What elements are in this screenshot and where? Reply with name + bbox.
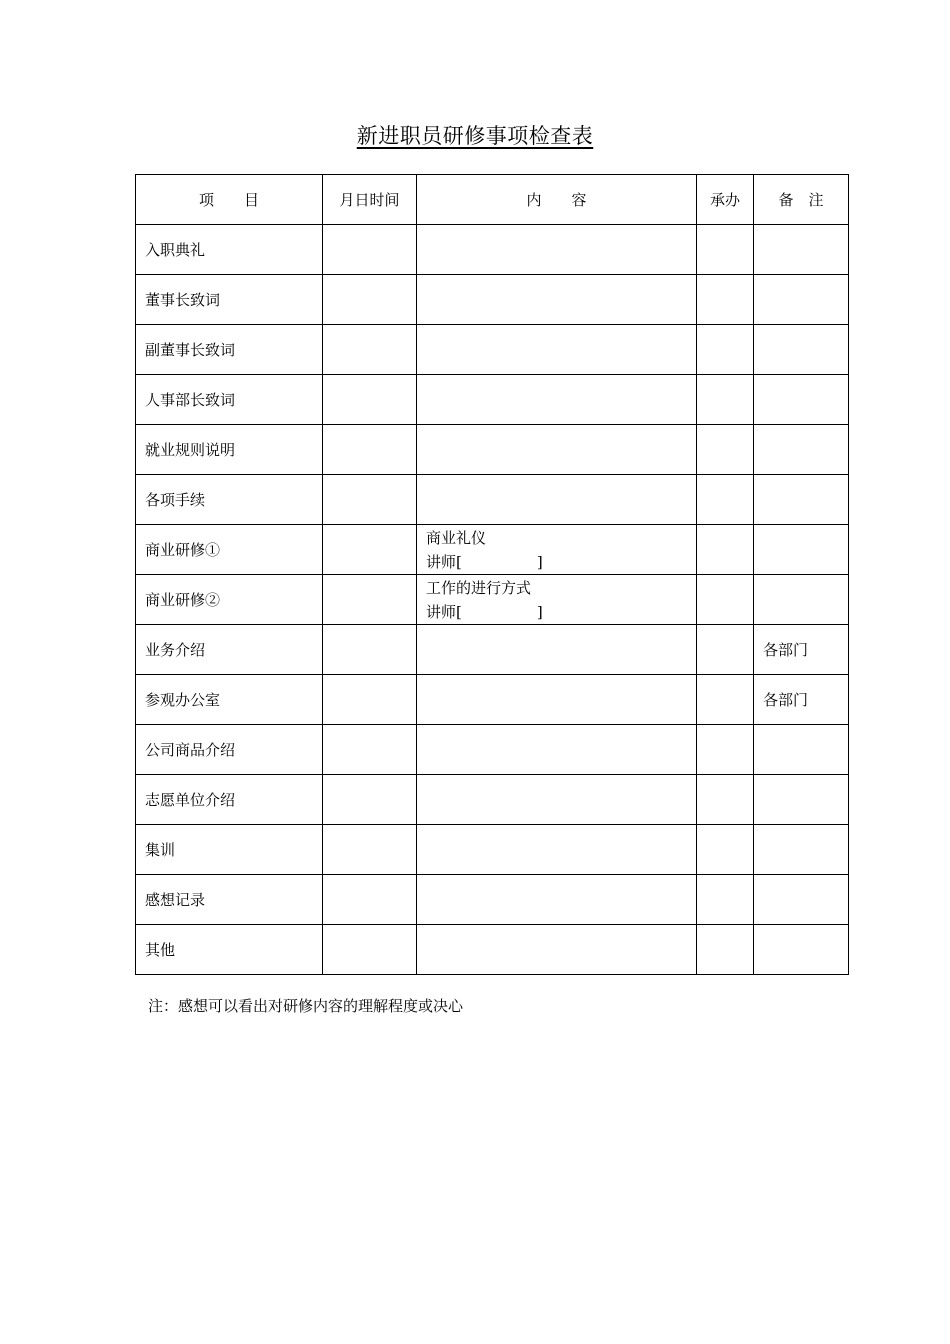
table-row [136,775,849,825]
owner-cell[interactable] [697,525,754,575]
item-cell: 商业研修① [136,525,323,575]
item-cell: 感想记录 [136,875,323,925]
date-cell[interactable] [323,275,417,325]
owner-cell[interactable] [697,375,754,425]
date-cell[interactable] [323,325,417,375]
content-cell[interactable] [417,325,697,375]
content-line-topic: 商业礼仪 [426,528,487,547]
owner-cell[interactable] [697,875,754,925]
table-row [136,925,849,975]
date-cell[interactable] [323,675,417,725]
remark-cell[interactable] [754,325,849,375]
remark-cell[interactable] [754,825,849,875]
content-cell[interactable] [417,675,697,725]
date-cell[interactable] [323,925,417,975]
content-cell[interactable] [417,575,697,625]
item-cell: 参观办公室 [136,675,323,725]
content-cell[interactable] [417,425,697,475]
content-line-lecturer: 讲师[ ] [426,602,543,621]
item-cell: 各项手续 [136,475,323,525]
item-cell: 入职典礼 [136,225,323,275]
remark-cell[interactable] [754,225,849,275]
remark-cell[interactable]: 各部门 [754,675,849,725]
owner-cell[interactable] [697,825,754,875]
content-cell[interactable] [417,825,697,875]
header-content: 内 容 [417,175,697,225]
item-cell: 人事部长致词 [136,375,323,425]
date-cell[interactable] [323,725,417,775]
owner-cell[interactable] [697,575,754,625]
remark-cell[interactable] [754,425,849,475]
table-body [136,225,849,975]
remark-cell[interactable] [754,925,849,975]
remark-cell[interactable] [754,575,849,625]
content-cell[interactable] [417,875,697,925]
owner-cell[interactable] [697,625,754,675]
remark-cell[interactable] [754,475,849,525]
table-row [136,825,849,875]
content-cell[interactable] [417,725,697,775]
remark-cell[interactable]: 各部门 [754,625,849,675]
header-date: 月日时间 [323,175,417,225]
item-cell: 集训 [136,825,323,875]
table-row [136,475,849,525]
header-row [136,175,849,225]
table-row [136,575,849,625]
table-row [136,375,849,425]
item-cell: 公司商品介绍 [136,725,323,775]
owner-cell[interactable] [697,775,754,825]
content-cell[interactable] [417,475,697,525]
remark-cell[interactable] [754,375,849,425]
owner-cell[interactable] [697,925,754,975]
content-cell[interactable] [417,275,697,325]
item-cell: 就业规则说明 [136,425,323,475]
remark-cell[interactable] [754,775,849,825]
owner-cell[interactable] [697,475,754,525]
content-line-lecturer: 讲师[ ] [426,552,543,571]
owner-cell[interactable] [697,325,754,375]
owner-cell[interactable] [697,275,754,325]
content-cell[interactable] [417,775,697,825]
page-title: 新进职员研修事项检查表 [356,124,594,148]
header-item: 项 目 [136,175,323,225]
checklist-table [135,174,849,975]
table-row [136,325,849,375]
table-row [136,875,849,925]
table-row [136,675,849,725]
date-cell[interactable] [323,375,417,425]
table-row [136,425,849,475]
date-cell[interactable] [323,225,417,275]
item-cell: 副董事长致词 [136,325,323,375]
date-cell[interactable] [323,625,417,675]
item-cell: 商业研修② [136,575,323,625]
owner-cell[interactable] [697,425,754,475]
date-cell[interactable] [323,775,417,825]
date-cell[interactable] [323,875,417,925]
owner-cell[interactable] [697,725,754,775]
table-row [136,275,849,325]
date-cell[interactable] [323,825,417,875]
remark-cell[interactable] [754,275,849,325]
content-cell[interactable] [417,925,697,975]
owner-cell[interactable] [697,675,754,725]
remark-cell[interactable] [754,525,849,575]
table-row [136,725,849,775]
table-row [136,225,849,275]
content-cell[interactable] [417,225,697,275]
date-cell[interactable] [323,575,417,625]
content-line-topic: 工作的进行方式 [426,578,532,597]
item-cell: 志愿单位介绍 [136,775,323,825]
owner-cell[interactable] [697,225,754,275]
header-remark: 备 注 [754,175,849,225]
content-cell[interactable] [417,525,697,575]
header-owner: 承办 [697,175,754,225]
table-row [136,525,849,575]
item-cell: 其他 [136,925,323,975]
remark-cell[interactable] [754,725,849,775]
footnote: 注：感想可以看出对研修内容的理解程度或决心 [148,997,464,1015]
content-cell[interactable] [417,625,697,675]
content-cell[interactable] [417,375,697,425]
date-cell[interactable] [323,475,417,525]
item-cell: 业务介绍 [136,625,323,675]
date-cell[interactable] [323,525,417,575]
table-row [136,625,849,675]
remark-cell[interactable] [754,875,849,925]
item-cell: 董事长致词 [136,275,323,325]
date-cell[interactable] [323,425,417,475]
